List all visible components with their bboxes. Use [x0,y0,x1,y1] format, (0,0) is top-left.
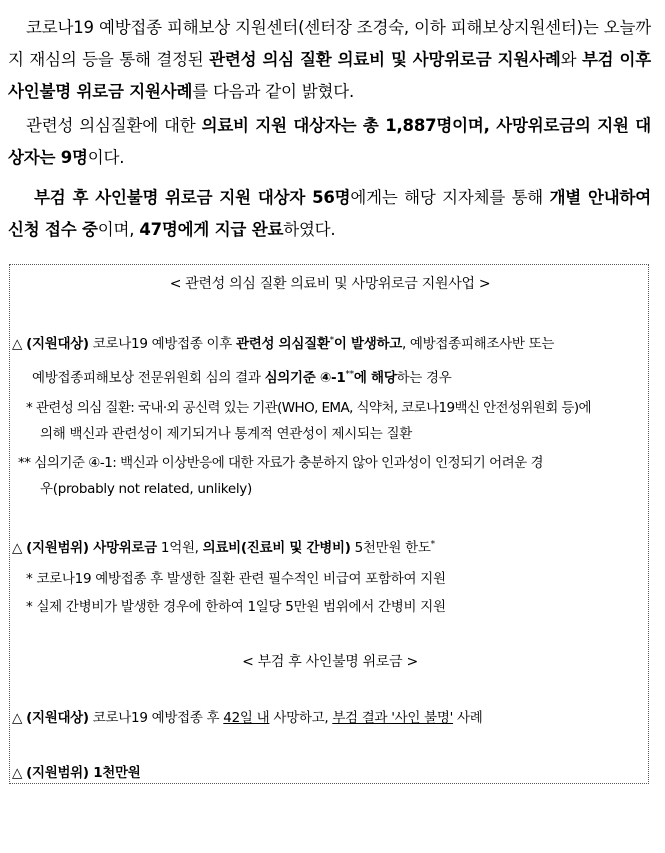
item1-t4: , 예방접종피해조사반 또는 [401,336,555,352]
note-4: * 실제 간병비가 발생한 경우에 한하여 1일당 5만원 범위에서 간병비 지원 [26,599,446,615]
item3-t3: 사망하고, [269,710,333,726]
item3-t4: 부검 결과 '사인 불명' [332,710,454,726]
note-2-line1: ** 심의기준 ④-1: 백신과 이상반응에 대한 자료가 충분하지 않아 인과성이 인정되기 어려운 경 [18,455,544,471]
p2-text-c: 이다. [87,148,125,167]
item1-label: (지원대상) [26,336,89,352]
item2-t3: 의료비(진료비 및 간병비) [202,540,351,556]
triangle-bullet-icon: △ [12,540,23,556]
item1-t2: 관련성 의심질환 [236,336,330,352]
p1-text-b: 관련성 의심 질환 의료비 및 사망위로금 지원사례 [209,50,561,69]
item3-t1: 코로나19 예방접종 후 [88,710,224,726]
item4-label: (지원범위) [26,765,89,781]
item2-sup: * [430,539,435,550]
p3-text-a: 부검 후 사인불명 위로금 지원 대상자 56명 [34,188,351,207]
p2-text-b: 의료비 지원 대상자는 총 1,887명이며, 사망위로금의 지원 대상자는 9명 [8,116,652,167]
p3-text-f: 하였다. [283,220,336,239]
support-program-box [9,264,649,784]
p3-text-e: 47명에게 지급 완료 [139,220,284,239]
item2-label: (지원범위) [26,540,89,556]
item1-sup1: * [329,335,334,346]
paragraph-1 [8,12,651,108]
triangle-bullet-icon: △ [12,765,23,781]
item1-line2b: 심의기준 ④-1 [264,370,346,386]
p1-text-e: 를 다음과 같이 밝혔다. [192,82,355,101]
item3-t2: 42일 내 [223,710,270,726]
item-support-scope-2 [12,761,652,781]
p3-text-c: 개별 안내하여 신청 접수 중 [8,188,651,239]
paragraph-3 [8,182,651,246]
item1-sup2: ** [345,369,354,380]
note-1-line2: 의해 백신과 관련성이 제기되거나 통계적 연관성이 제시되는 질환 [40,426,412,442]
box-title-1: < 관련성 의심 질환 의료비 및 사망위로금 지원사업 > [169,276,491,292]
p3-text-b: 에게는 해당 지자체를 통해 [350,188,550,207]
box-title-2: < 부검 후 사인불명 위로금 > [242,654,418,670]
note-3: * 코로나19 예방접종 후 발생한 질환 관련 필수적인 비급여 포함하여 지원 [26,571,446,587]
item-support-target-1-line2 [32,366,665,386]
triangle-bullet-icon: △ [12,710,23,726]
p1-text-d: 부검 이후 사인불명 위로금 지원사례 [8,50,651,101]
item1-line2a: 예방접종피해보상 전문위원회 심의 결과 [32,370,265,386]
item3-t5: 사례 [453,710,483,726]
p1-text-c: 와 [560,50,582,69]
triangle-bullet-icon: △ [12,336,23,352]
item2-t4: 5천만원 한도 [350,540,431,556]
item3-label: (지원대상) [26,710,89,726]
note-1-line1: * 관련성 의심 질환: 국내·외 공신력 있는 기관(WHO, EMA, 식약처, 코로나19백신 안전성위원회 등)에 [26,400,591,416]
note-2-line2: 우(probably not related, unlikely) [40,481,252,497]
item-support-target-2 [12,706,652,726]
item2-t2: 1억원, [156,540,203,556]
item1-t1: 코로나19 예방접종 이후 [88,336,237,352]
item-support-target-1 [12,332,652,352]
p2-text-a: 관련성 의심질환에 대한 [26,116,202,135]
p1-text-a: 코로나19 예방접종 피해보상 지원센터(센터장 조경숙, 이하 피해보상지원센터)는 오늘까지 재심의 등을 통해 결정된 [8,18,651,69]
item4-t1: 1천만원 [88,765,141,781]
item-support-scope-1 [12,536,652,556]
item1-t3: 이 발생하고 [333,336,402,352]
item1-line2d: 하는 경우 [396,370,452,386]
p3-text-d: 이며, [97,220,140,239]
paragraph-2 [8,110,651,174]
item1-line2c: 에 해당 [353,370,397,386]
item2-t1: 사망위로금 [88,540,157,556]
